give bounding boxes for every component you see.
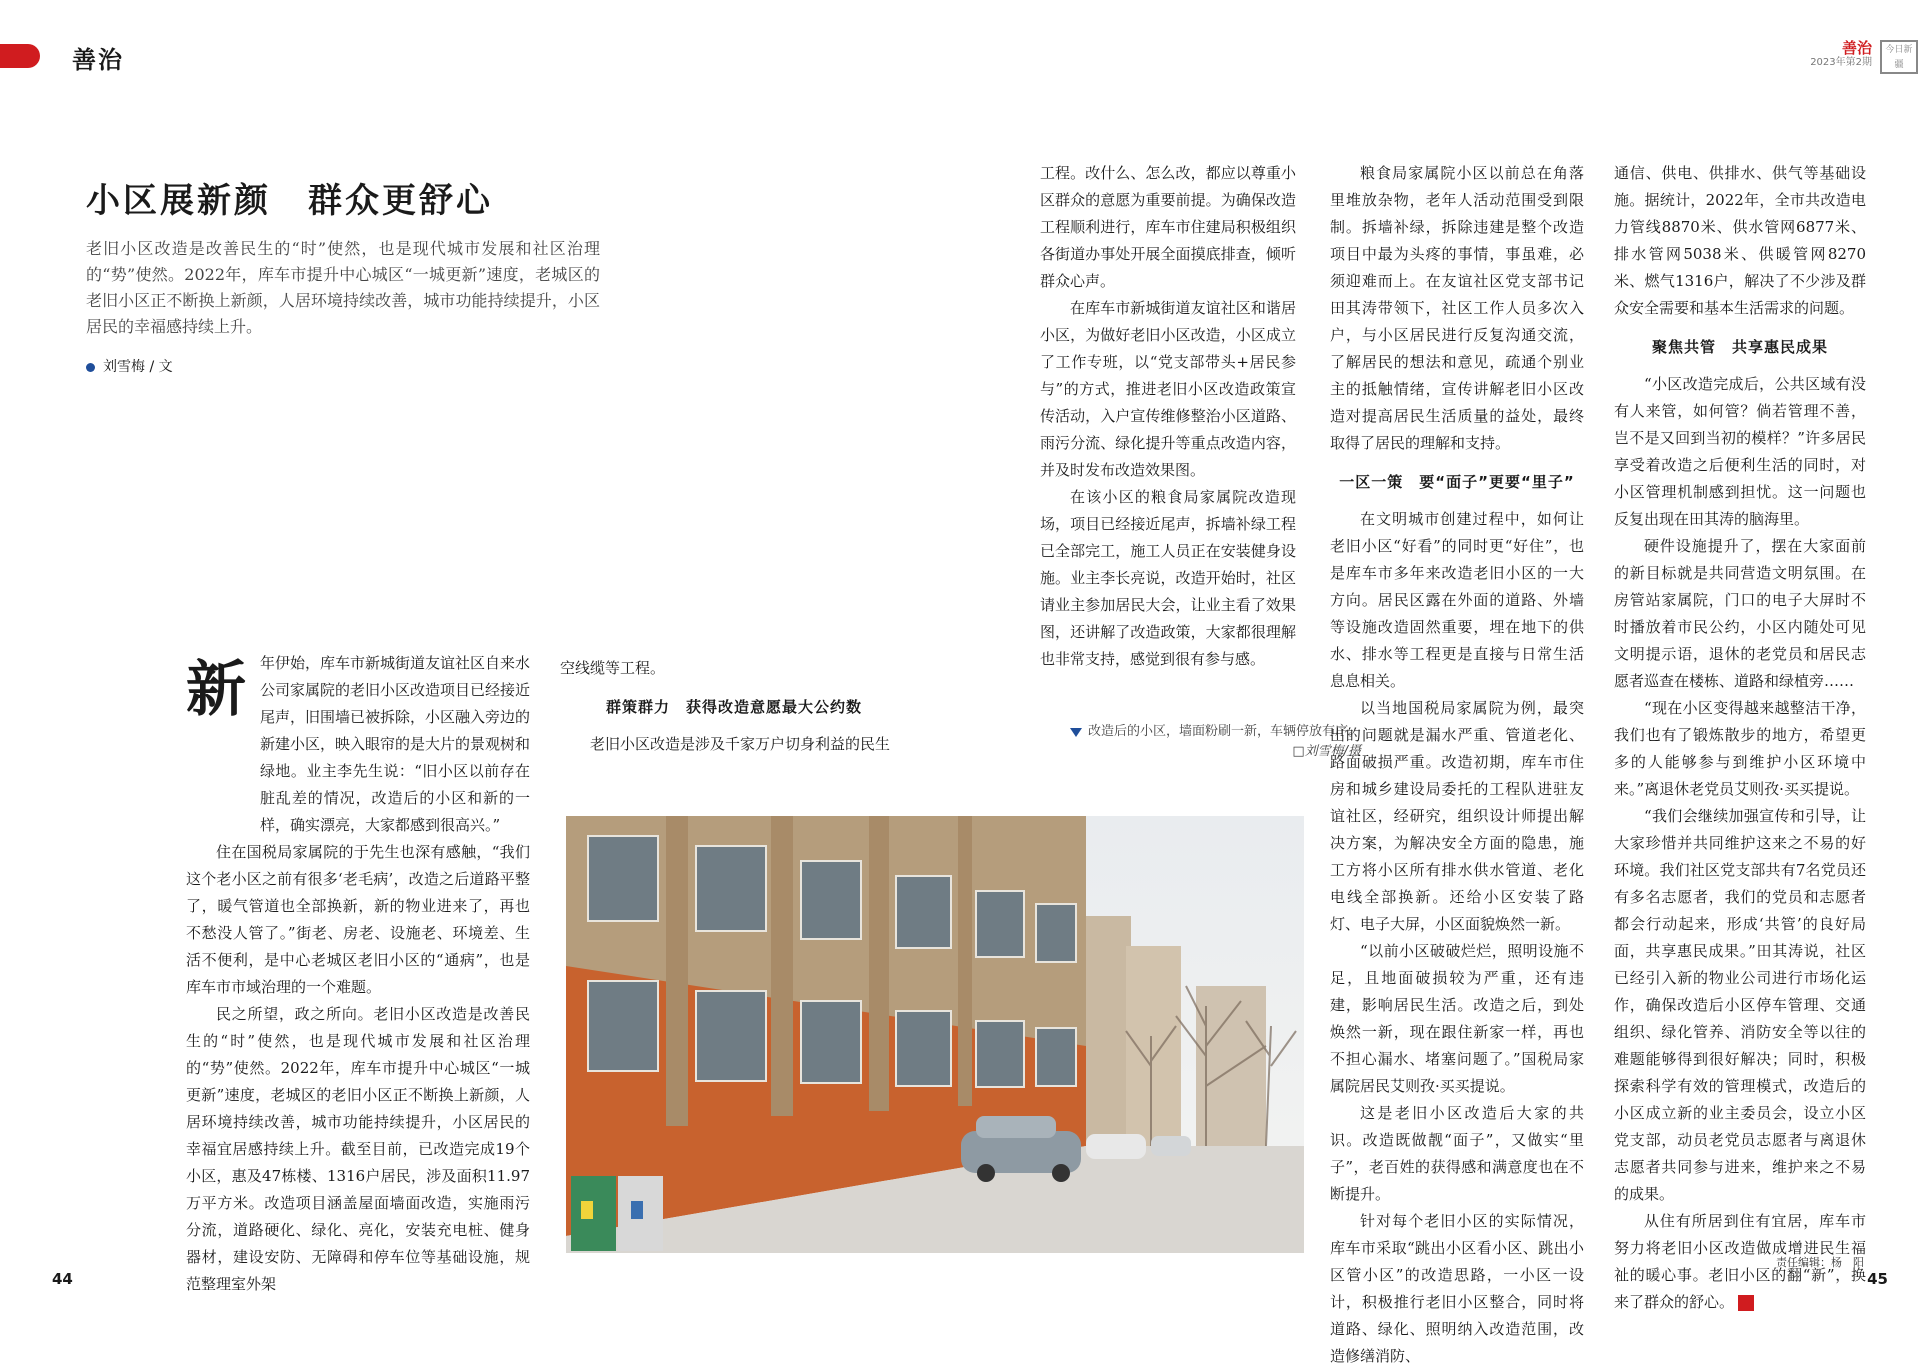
page-number-right: 45: [1867, 1270, 1888, 1288]
author-byline: [86, 356, 173, 376]
paragraph: 通信、供电、供排水、供气等基础设施。据统计，2022年，全市共改造电力管线8870米、供水管网6877米、排水管网5038米、供暖管网8270米、燃气1316户，解决了不少涉及群众安全需要和基本生活需求的问题。: [1614, 164, 1866, 317]
text-column-1: [186, 650, 530, 1298]
photo-caption: [1070, 722, 1361, 762]
text-column-2: [560, 655, 908, 758]
paragraph: 民之所望，政之所向。老旧小区改造是改善民生的“时”使然，也是现代城市发展和社区治理的“势”使然。2022年，库车市提升中心城区“一城更新”速度，老城区的老旧小区正不断换上新颜，人居环境持续改善，城市功能持续提升，小区居民的幸福宜居感持续上升。截至目前，已改造完成19个小区，惠及47栋楼、1316户居民，涉及面积11.97万平方米。改造项目涵盖屋面墙面改造，实施雨污分流，道路硬化、绿化、亮化，安装充电桩、健身器材，建设安防、无障碍和停车位等基础设施，规范整理室外架: [186, 1005, 530, 1293]
header-right: [1810, 40, 1872, 69]
paragraph: 粮食局家属院小区以前总在角落里堆放杂物，老年人活动范围受到限制。拆墙补绿，拆除违建是整个改造项目中最为头疼的事情，事虽难，必须迎难而上。在友谊社区党支部书记田其涛带领下，社区工作人员多次入户，与小区居民进行反复沟通交流，了解居民的想法和意见，疏通个别业主的抵触情绪，宣传讲解老旧小区改造对提高居民生活质量的益处，最终取得了居民的理解和支持。: [1330, 164, 1584, 452]
subheading: 聚焦共管 共享惠民成果: [1651, 338, 1828, 356]
article-photo: [566, 816, 1304, 1253]
issue-label: 2023年第2期: [1810, 57, 1872, 68]
paragraph: 以当地国税局家属院为例，最突出的问题就是漏水严重、管道老化、路面破损严重。改造初期，库车市住房和城乡建设局委托的工程队进驻友谊社区，经研究，组织设计师提出解决方案，为解决安全方面的隐患，施工方将小区所有排水供水管道、老化电线全部换新。还给小区安装了路灯、电子大屏，小区面貌焕然一新。: [1330, 699, 1584, 933]
subheading: 群策群力 获得改造意愿最大公约数: [605, 698, 862, 716]
paragraph: 硬件设施提升了，摆在大家面前的新目标就是共同营造文明氛围。在房管站家属院，门口的电子大屏时不时播放着市民公约，小区内随处可见文明提示语，退休的老党员和居民志愿者巡查在楼栋、道路和绿植旁……: [1614, 537, 1866, 690]
article-title: 小区展新颜 群众更舒心: [86, 181, 493, 221]
paragraph: 针对每个老旧小区的实际情况，库车市采取“跳出小区看小区、跳出小区管小区”的改造思路，一小区一设计，积极推行老旧小区整合，同时将道路、绿化、照明纳入改造范围，改造修缮消防、: [1330, 1212, 1584, 1365]
section-label: 善治: [72, 45, 124, 74]
paragraph: “现在小区变得越来越整洁干净，我们也有了锻炼散步的地方，希望更多的人能够参与到维护小区环境中来。”离退休老党员艾则孜·买买提说。: [1614, 699, 1866, 798]
text-column-4: [1330, 160, 1584, 1370]
editor-credit: 责任编辑：杨 阳: [1776, 1256, 1864, 1269]
paragraph: 老旧小区改造是涉及千家万户切身利益的民生: [590, 735, 891, 753]
paragraph: 在文明城市创建过程中，如何让老旧小区“好看”的同时更“好住”，也是库车市多年来改造老旧小区的一大方向。居民区露在外面的道路、外墙等设施改造固然重要，埋在地下的供水、排水等工程更是直接与日常生活息息相关。: [1330, 510, 1584, 690]
paragraph: “小区改造完成后，公共区域有没有人来管，如何管？倘若管理不善，岂不是又回到当初的模样？”许多居民享受着改造之后便利生活的同时，对小区管理机制感到担忧。这一问题也反复出现在田其涛的脑海里。: [1614, 375, 1866, 528]
magazine-logo: 今日新疆: [1880, 40, 1918, 74]
paragraph: “我们会继续加强宣传和引导，让大家珍惜并共同维护这来之不易的好环境。我们社区党支部共有7名党员还有多名志愿者，我们的党员和志愿者都会行动起来，形成‘共管’的良好局面，共享惠民成果。”田其涛说，社区已经引入新的物业公司进行市场化运作，确保改造后小区停车管理、交通组织、绿化管养、消防安全等以往的难题能够得到很好解决；同时，积极探索科学有效的管理模式，改造后的小区成立新的业主委员会，设立小区党支部，动员老党员志愿者与离退休志愿者共同参与进来，维护来之不易的成果。: [1614, 807, 1866, 1203]
caption-text: 改造后的小区，墙面粉刷一新，车辆停放有序。: [1088, 724, 1362, 739]
caption-triangle-icon: [1070, 728, 1082, 737]
text-column-5: [1614, 160, 1866, 1316]
article-lead: 老旧小区改造是改善民生的“时”使然，也是现代城市发展和社区治理的“势”使然。2022年，库车市提升中心城区“一城更新”速度，老城区的老旧小区正不断换上新颜，人居环境持续改善，城市功能持续提升，小区居民的幸福感持续上升。: [86, 239, 600, 336]
paragraph: 年伊始，库车市新城街道友谊社区自来水公司家属院的老旧小区改造项目已经接近尾声，旧围墙已被拆除，小区融入旁边的新建小区，映入眼帘的是大片的景观树和绿地。业主李先生说：“旧小区以前存在脏乱差的情况，改造后的小区和新的一样，确实漂亮，大家都感到很高兴。”: [260, 654, 531, 834]
paragraph-text: 从住有所居到住有宜居，库车市努力将老旧小区改造做成增进民生福祉的暖心事。老旧小区的翻“新”，换来了群众的舒心。: [1614, 1212, 1866, 1311]
paragraph: 在库车市新城街道友谊社区和谐居小区，为做好老旧小区改造，小区成立了工作专班，以“党支部带头+居民参与”的方式，推进老旧小区改造政策宣传活动，入户宣传维修整治小区道路、雨污分流、绿化提升等重点改造内容，并及时发布改造效果图。: [1040, 299, 1296, 479]
residential-street-photo: [566, 816, 1304, 1253]
paragraph: 这是老旧小区改造后大家的共识。改造既做靓“面子”，又做实“里子”，老百姓的获得感和满意度也在不断提升。: [1330, 1104, 1584, 1203]
paragraph: 空线缆等工程。: [560, 659, 666, 677]
drop-cap: 新: [186, 655, 246, 725]
subheading: 一区一策 要“面子”更要“里子”: [1339, 473, 1575, 491]
paragraph: “以前小区破破烂烂，照明设施不足，且地面破损较为严重，还有违建，影响居民生活。改造之后，到处焕然一新，现在跟住新家一样，再也不担心漏水、堵塞问题了。”国税局家属院居民艾则孜·买买提说。: [1330, 942, 1584, 1095]
page-number-left: 44: [52, 1270, 73, 1288]
paragraph: 在该小区的粮食局家属院改造现场，项目已经接近尾声，拆墙补绿工程已全部完工，施工人员正在安装健身设施。业主李长亮说，改造开始时，社区请业主参加居民大会，让业主看了效果图，还讲解了改造政策，大家都很理解也非常支持，感觉到很有参与感。: [1040, 488, 1296, 668]
author-name: 刘雪梅 / 文: [103, 359, 173, 375]
paragraph: 住在国税局家属院的于先生也深有感触，“我们这个老小区之前有很多‘老毛病’，改造之后道路平整了，暖气管道也全部换新，新的物业进来了，再也不愁没人管了。”街老、房老、设施老、环境差、生活不便利，是中心老城区老旧小区的“通病”，也是库车市市域治理的一个难题。: [186, 843, 530, 996]
text-column-3: [1040, 160, 1296, 673]
section-label-right: 善治: [1841, 39, 1872, 57]
end-mark-icon: J: [1738, 1295, 1754, 1311]
section-tab-marker: [0, 44, 40, 68]
paragraph: 工程。改什么、怎么改，都应以尊重小区群众的意愿为重要前提。为确保改造工程顺利进行，库车市住建局积极组织各街道办事处开展全面摸底排查，倾听群众心声。: [1040, 164, 1296, 290]
photo-credit: □刘雪梅/摄: [1292, 744, 1362, 759]
bullet-icon: [86, 363, 95, 372]
